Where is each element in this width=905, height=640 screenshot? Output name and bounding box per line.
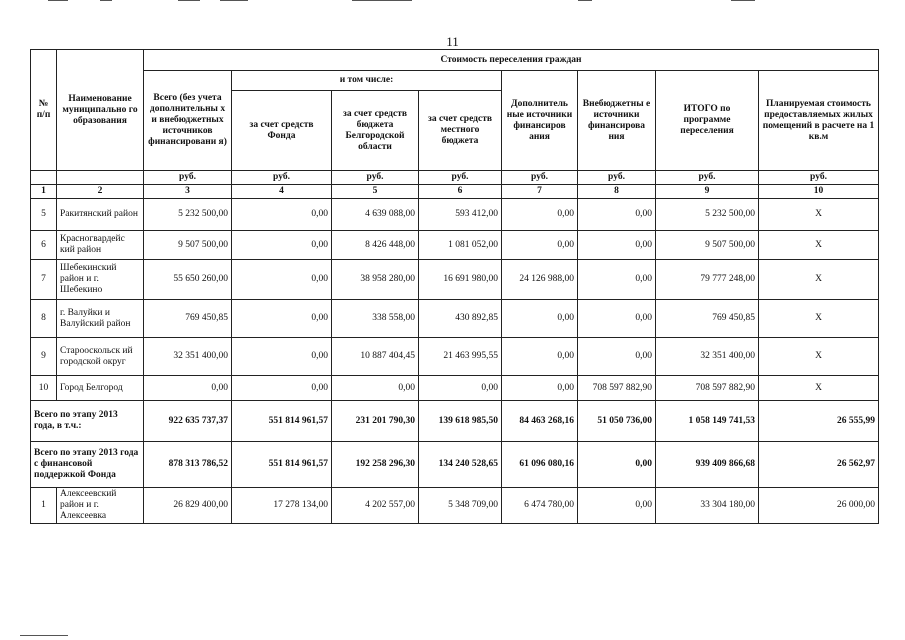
row-name: Красногвардейс кий район <box>57 231 144 260</box>
total-row <box>31 401 879 442</box>
row-name: Старооскольск ий городской округ <box>57 338 144 376</box>
header-regional: за счет средств бюджета Белгородской области <box>332 91 419 171</box>
column-number-row <box>31 185 879 199</box>
row-offbudget: 0,00 <box>578 488 656 524</box>
column-number: 9 <box>656 185 759 199</box>
total-regional: 192 258 296,30 <box>332 442 419 488</box>
column-number: 1 <box>31 185 57 199</box>
row-regional: 10 887 404,45 <box>332 338 419 376</box>
row-additional: 0,00 <box>502 300 578 338</box>
table-row <box>31 376 879 401</box>
table-row <box>31 488 879 524</box>
total-local: 134 240 528,65 <box>419 442 502 488</box>
total-label: Всего по этапу 2013 года с финансовой поддержкой Фонда <box>31 442 144 488</box>
total-itogo: 939 409 866,68 <box>656 442 759 488</box>
unit-cell: руб. <box>144 171 232 185</box>
header-no: № п/п <box>31 50 57 171</box>
unit-cell: руб. <box>578 171 656 185</box>
row-regional: 0,00 <box>332 376 419 401</box>
row-local: 16 691 980,00 <box>419 260 502 300</box>
row-no: 8 <box>31 300 57 338</box>
row-name: Шебекинский район и г. Шебекино <box>57 260 144 300</box>
units-row <box>31 171 879 185</box>
column-number: 3 <box>144 185 232 199</box>
table-row <box>31 338 879 376</box>
row-total: 9 507 500,00 <box>144 231 232 260</box>
row-offbudget: 0,00 <box>578 338 656 376</box>
row-local: 430 892,85 <box>419 300 502 338</box>
total-total: 922 635 737,37 <box>144 401 232 442</box>
row-local: 5 348 709,00 <box>419 488 502 524</box>
header-planned: Планируемая стоимость предоставляемых жилых помещений в расчете на 1 кв.м <box>759 71 879 171</box>
header-local: за счет средств местного бюджета <box>419 91 502 171</box>
row-planned: X <box>759 260 879 300</box>
row-fund: 0,00 <box>232 376 332 401</box>
unit-cell: руб. <box>759 171 879 185</box>
row-additional: 0,00 <box>502 231 578 260</box>
row-local: 593 412,00 <box>419 199 502 231</box>
unit-cell: руб. <box>332 171 419 185</box>
row-no: 9 <box>31 338 57 376</box>
total-local: 139 618 985,50 <box>419 401 502 442</box>
row-additional: 0,00 <box>502 199 578 231</box>
total-fund: 551 814 961,57 <box>232 442 332 488</box>
column-number: 4 <box>232 185 332 199</box>
total-offbudget: 51 050 736,00 <box>578 401 656 442</box>
row-planned: X <box>759 199 879 231</box>
header-cost-group: Стоимость переселения граждан <box>144 50 879 71</box>
total-additional: 84 463 268,16 <box>502 401 578 442</box>
row-planned: X <box>759 300 879 338</box>
table-row <box>31 199 879 231</box>
row-itogo: 79 777 248,00 <box>656 260 759 300</box>
row-local: 0,00 <box>419 376 502 401</box>
page-number: 11 <box>446 34 459 49</box>
row-fund: 0,00 <box>232 231 332 260</box>
row-itogo: 769 450,85 <box>656 300 759 338</box>
row-no: 7 <box>31 260 57 300</box>
row-total: 26 829 400,00 <box>144 488 232 524</box>
row-name: Ракитянский район <box>57 199 144 231</box>
row-no: 1 <box>31 488 57 524</box>
row-local: 21 463 995,55 <box>419 338 502 376</box>
total-fund: 551 814 961,57 <box>232 401 332 442</box>
row-offbudget: 0,00 <box>578 260 656 300</box>
row-additional: 24 126 988,00 <box>502 260 578 300</box>
table-row <box>31 300 879 338</box>
row-itogo: 5 232 500,00 <box>656 199 759 231</box>
total-planned: 26 555,99 <box>759 401 879 442</box>
bottom-scan-mark <box>20 635 68 636</box>
row-fund: 17 278 134,00 <box>232 488 332 524</box>
row-planned: X <box>759 338 879 376</box>
row-additional: 0,00 <box>502 338 578 376</box>
row-itogo: 33 304 180,00 <box>656 488 759 524</box>
row-fund: 0,00 <box>232 199 332 231</box>
table-row <box>31 260 879 300</box>
row-name: Алексеевский район и г. Алексеевка <box>57 488 144 524</box>
table-row <box>31 231 879 260</box>
row-total: 769 450,85 <box>144 300 232 338</box>
total-offbudget: 0,00 <box>578 442 656 488</box>
total-regional: 231 201 790,30 <box>332 401 419 442</box>
row-fund: 0,00 <box>232 338 332 376</box>
row-total: 5 232 500,00 <box>144 199 232 231</box>
total-itogo: 1 058 149 741,53 <box>656 401 759 442</box>
row-regional: 338 558,00 <box>332 300 419 338</box>
header-including: и том числе: <box>232 71 502 91</box>
header-itogo: ИТОГО по программе переселения <box>656 71 759 171</box>
row-offbudget: 708 597 882,90 <box>578 376 656 401</box>
row-total: 55 650 260,00 <box>144 260 232 300</box>
header-additional: Дополнитель ные источники финансиров ания <box>502 71 578 171</box>
resettlement-cost-table <box>30 49 879 524</box>
column-number: 2 <box>57 185 144 199</box>
row-regional: 8 426 448,00 <box>332 231 419 260</box>
row-itogo: 32 351 400,00 <box>656 338 759 376</box>
column-number: 8 <box>578 185 656 199</box>
row-regional: 4 202 557,00 <box>332 488 419 524</box>
row-additional: 0,00 <box>502 376 578 401</box>
top-scan-marks <box>0 0 905 4</box>
row-planned: X <box>759 376 879 401</box>
row-total: 0,00 <box>144 376 232 401</box>
unit-cell: руб. <box>656 171 759 185</box>
row-no: 6 <box>31 231 57 260</box>
unit-cell: руб. <box>502 171 578 185</box>
column-number: 6 <box>419 185 502 199</box>
total-total: 878 313 786,52 <box>144 442 232 488</box>
row-additional: 6 474 780,00 <box>502 488 578 524</box>
column-number: 10 <box>759 185 879 199</box>
total-row <box>31 442 879 488</box>
row-no: 10 <box>31 376 57 401</box>
row-fund: 0,00 <box>232 300 332 338</box>
row-name: Город Белгород <box>57 376 144 401</box>
row-offbudget: 0,00 <box>578 231 656 260</box>
row-name: г. Валуйки и Валуйский район <box>57 300 144 338</box>
row-itogo: 708 597 882,90 <box>656 376 759 401</box>
row-regional: 4 639 088,00 <box>332 199 419 231</box>
row-regional: 38 958 280,00 <box>332 260 419 300</box>
header-total-excl: Всего (без учета дополнительны х и внебюджетных источников финансировани я) <box>144 71 232 171</box>
row-offbudget: 0,00 <box>578 300 656 338</box>
header-offbudget: Внебюджетны е источники финансирова ния <box>578 71 656 171</box>
row-offbudget: 0,00 <box>578 199 656 231</box>
row-planned: X <box>759 231 879 260</box>
total-additional: 61 096 080,16 <box>502 442 578 488</box>
row-local: 1 081 052,00 <box>419 231 502 260</box>
total-label: Всего по этапу 2013 года, в т.ч.: <box>31 401 144 442</box>
column-number: 5 <box>332 185 419 199</box>
unit-cell: руб. <box>232 171 332 185</box>
row-total: 32 351 400,00 <box>144 338 232 376</box>
row-fund: 0,00 <box>232 260 332 300</box>
row-no: 5 <box>31 199 57 231</box>
row-planned: 26 000,00 <box>759 488 879 524</box>
total-planned: 26 562,97 <box>759 442 879 488</box>
header-fund: за счет средств Фонда <box>232 91 332 171</box>
column-number: 7 <box>502 185 578 199</box>
unit-cell: руб. <box>419 171 502 185</box>
row-itogo: 9 507 500,00 <box>656 231 759 260</box>
header-name: Наименование муниципально го образования <box>57 50 144 171</box>
